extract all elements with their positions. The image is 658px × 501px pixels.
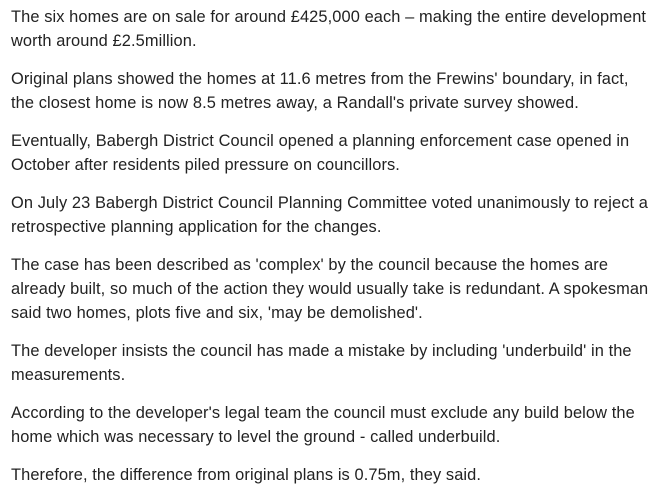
article-paragraph: On July 23 Babergh District Council Planning Committee voted unanimously to reject a retrospective planning application for the changes. xyxy=(11,194,649,236)
article-paragraph: The developer insists the council has made a mistake by including 'underbuild' in the measurements. xyxy=(11,342,632,384)
article-paragraph: The case has been described as 'complex' by the council because the homes are already built, so much of the action they would usually take is redundant. A spokesman said two homes, plots five and six, 'may be demolished'. xyxy=(11,256,649,322)
article-body xyxy=(11,5,655,501)
article-paragraph: According to the developer's legal team the council must exclude any build below the home which was necessary to level the ground - called underbuild. xyxy=(11,404,635,446)
article-paragraph: Original plans showed the homes at 11.6 metres from the Frewins' boundary, in fact, the closest home is now 8.5 metres away, a Randall's private survey showed. xyxy=(11,70,629,112)
article-paragraph: Therefore, the difference from original plans is 0.75m, they said. xyxy=(11,466,482,484)
article-paragraph: Eventually, Babergh District Council opened a planning enforcement case opened in October after residents piled pressure on councillors. xyxy=(11,132,630,174)
article-paragraph: The six homes are on sale for around £425,000 each – making the entire development worth around £2.5million. xyxy=(11,8,647,50)
